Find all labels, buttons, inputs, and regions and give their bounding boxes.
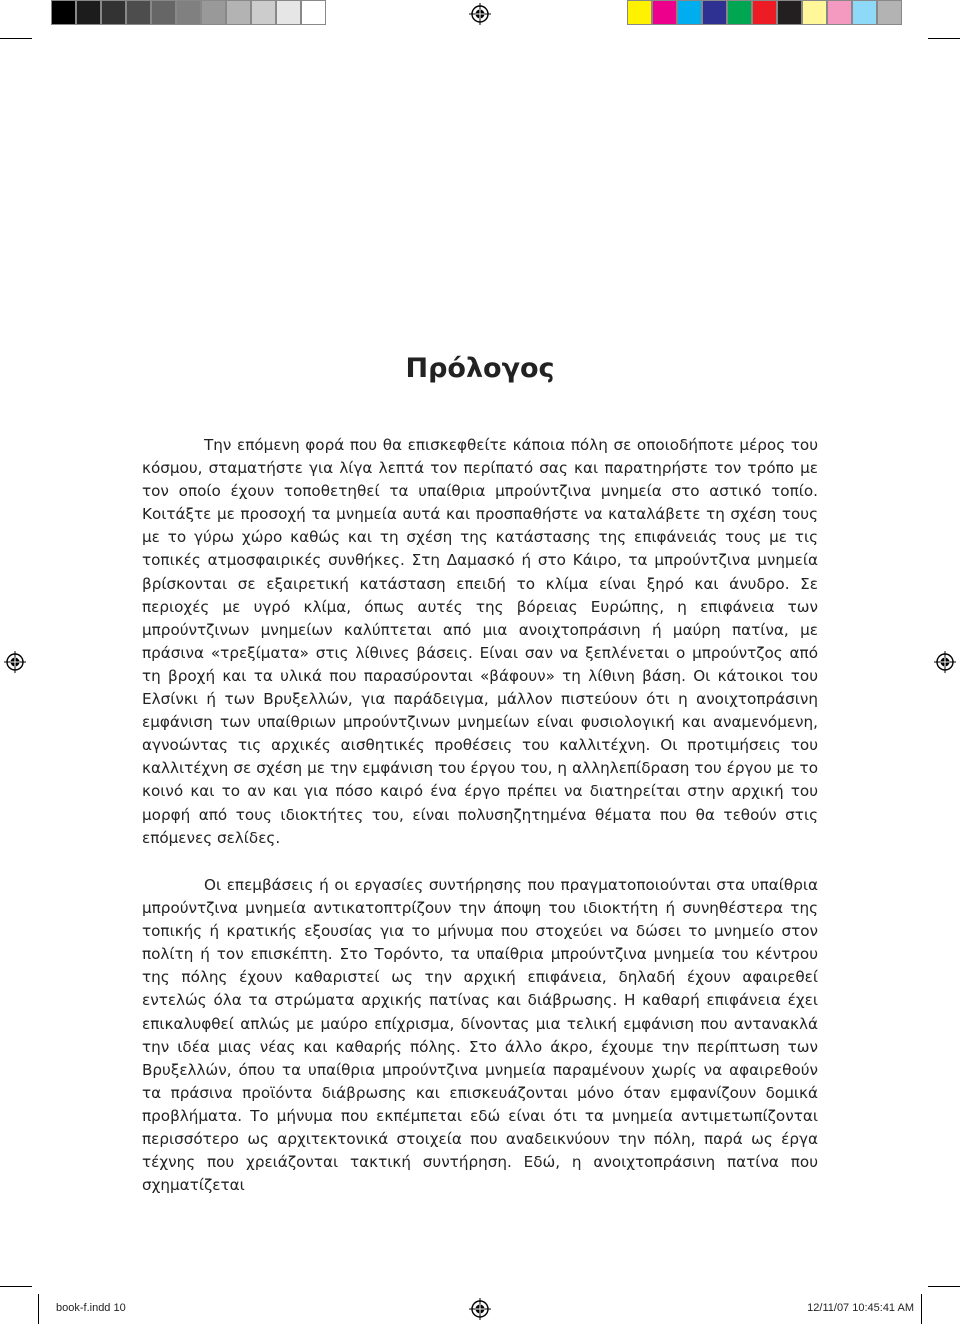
paragraph-2-text: Οι επεμβάσεις ή οι εργασίες συντήρησης που πραγματοποιούνται στα υπαίθρια μπρούντζινα μνημεία αντικατοπτρίζουν την άποψη του ιδιοκτήτη ή συνηθέστερα της τοπικής ή κρατικής εξουσίας για το μήνυμα που στοχεύει να δώσει το μνημείο στον πολίτη ή τον επισκέπτη. Στο Τορόντο, τα υπαίθρια μπρούντζινα μνημεία του κέντρου της πόλης έχουν καθαριστεί ως την αρχική επιφάνεια, δηλαδή έχουν αφαιρεθεί εντελώς όλα τα στρώματα αρχικής πατίνας και διάβρωσης. Η καθαρή επιφάνεια έχει επικαλυφθεί απλώς με μαύρο επίχρισμα, δίνοντας μια τελική εμφάνιση που αντανακλά την ιδέα μιας νέας και καθαρής πόλης. Στο άλλο άκρο, έχουμε την περίπτωση των Βρυξελλών, όπου τα υπαίθρια μπρούντζινα μνημεία παραμένουν χωρίς να αφαιρεθούν τα πράσινα προϊόντα διάβρωσης και επισκευάζονται μόνο όταν εμφανίζουν δομικά προβλήματα. Το μήνυμα που εκπέμπεται εδώ είναι ότι τα μνημεία αντιμετωπίζονται περισσότερο ως αρχιτεκτονικά στοιχεία που αναδεικνύουν την πόλη, παρά ως έργα τέχνης που χρειάζονται τακτική συντήρηση. Εδώ, η ανοιχτοπράσινη πατίνα που σχηματίζεται (142, 876, 818, 1195)
gray-swatch (201, 0, 226, 25)
paragraph-2 (142, 874, 818, 1197)
crop-mark-bottom-left (0, 1286, 32, 1287)
registration-mark-bottom-icon (469, 1298, 491, 1320)
process-color-bar (627, 0, 902, 27)
color-swatch (727, 0, 752, 25)
gray-swatch (226, 0, 251, 25)
color-swatch (802, 0, 827, 25)
color-swatch (702, 0, 727, 25)
crop-mark-left-bottom-vertical (38, 1294, 39, 1324)
paragraph-1-text: Την επόμενη φορά που θα επισκεφθείτε κάποια πόλη σε οποιοδήποτε μέρος του κόσμου, σταματήστε για λίγα λεπτά τον περίπατό σας και παρατηρήστε τον τρόπο με τον οποίο έχουν τοποθετηθεί τα υπαίθρια μπρούντζινα μνημεία στο αστικό τοπίο. Κοιτάξτε με προσοχή τα μνημεία αυτά και προσπαθήστε να καταλάβετε τη σχέση τους με το γύρω χώρο καθώς και τη σχέση της κατάστασης της επιφάνειάς τους με τις τοπικές ατμοσφαιρικές συνθήκες. Στη Δαμασκό ή στο Κάιρο, τα μπρούντζινα μνημεία βρίσκονται σε εξαιρετική κατάσταση επειδή το κλίμα είναι ξηρό και άνυδρο. Σε περιοχές με υγρό κλίμα, όπως αυτές της βόρειας Ευρώπης, η επιφάνεια των μπρούντζινων μνημείων καλύπτεται από μια ανοιχτοπράσινη ή μαύρη πατίνα, με πράσινα «τρεξίματα» στις λίθινες βάσεις. Είναι σαν να ξεπλένεται ο μπρούντζος από τη βροχή και τα υλικά που παρασύρονται «βάφουν» τη λίθινη βάση. Οι κάτοικοι του Ελσίνκι ή των Βρυξελλών, για παράδειγμα, μάλλον πιστεύουν ότι η ανοιχτοπράσινη εμφάνιση των υπαίθριων μπρούντζινων μνημείων είναι φυσιολογική και αναμενόμενη, αγνοώντας τις αρχικές αισθητικές προθέσεις του καλλιτέχνη. Οι προτιμήσεις του καλλιτέχνη σε σχέση με την εμφάνιση του έργου του, η αλληλεπίδραση του έργου με το κοινό και το αν και για πόσο καιρό ένα έργο πρέπει να διατηρείται στην αρχική του μορφή από τους ιδιοκτήτες του, είναι πολυσηζητημένα θέματα που θα τεθούν στις επόμενες σελίδες. (142, 436, 818, 847)
slug-date-time: 12/11/07 10:45:41 AM (807, 1302, 914, 1314)
gray-swatch (151, 0, 176, 25)
gray-swatch (101, 0, 126, 25)
crop-mark-top-right (928, 38, 960, 39)
color-swatch (877, 0, 902, 25)
crop-mark-bottom-right (928, 1286, 960, 1287)
color-swatch (652, 0, 677, 25)
gray-swatch (176, 0, 201, 25)
gray-swatch (126, 0, 151, 25)
gray-swatch (251, 0, 276, 25)
color-swatch (827, 0, 852, 25)
gray-swatch (51, 0, 76, 25)
color-swatch (677, 0, 702, 25)
color-swatch (777, 0, 802, 25)
gray-swatch (76, 0, 101, 25)
gray-swatch (276, 0, 301, 25)
registration-mark-top-icon (469, 3, 491, 25)
paragraph-1 (142, 434, 818, 850)
slug-file-name: book-f.indd 10 (56, 1302, 126, 1314)
color-swatch (752, 0, 777, 25)
registration-mark-right-icon (934, 651, 956, 673)
gray-swatch (301, 0, 326, 25)
color-swatch (627, 0, 652, 25)
grayscale-color-bar (51, 0, 326, 27)
crop-mark-right-bottom-vertical (921, 1294, 922, 1324)
registration-mark-left-icon (4, 651, 26, 673)
crop-mark-top-left (0, 38, 32, 39)
page-title: Πρόλογος (405, 353, 555, 384)
color-swatch (852, 0, 877, 25)
